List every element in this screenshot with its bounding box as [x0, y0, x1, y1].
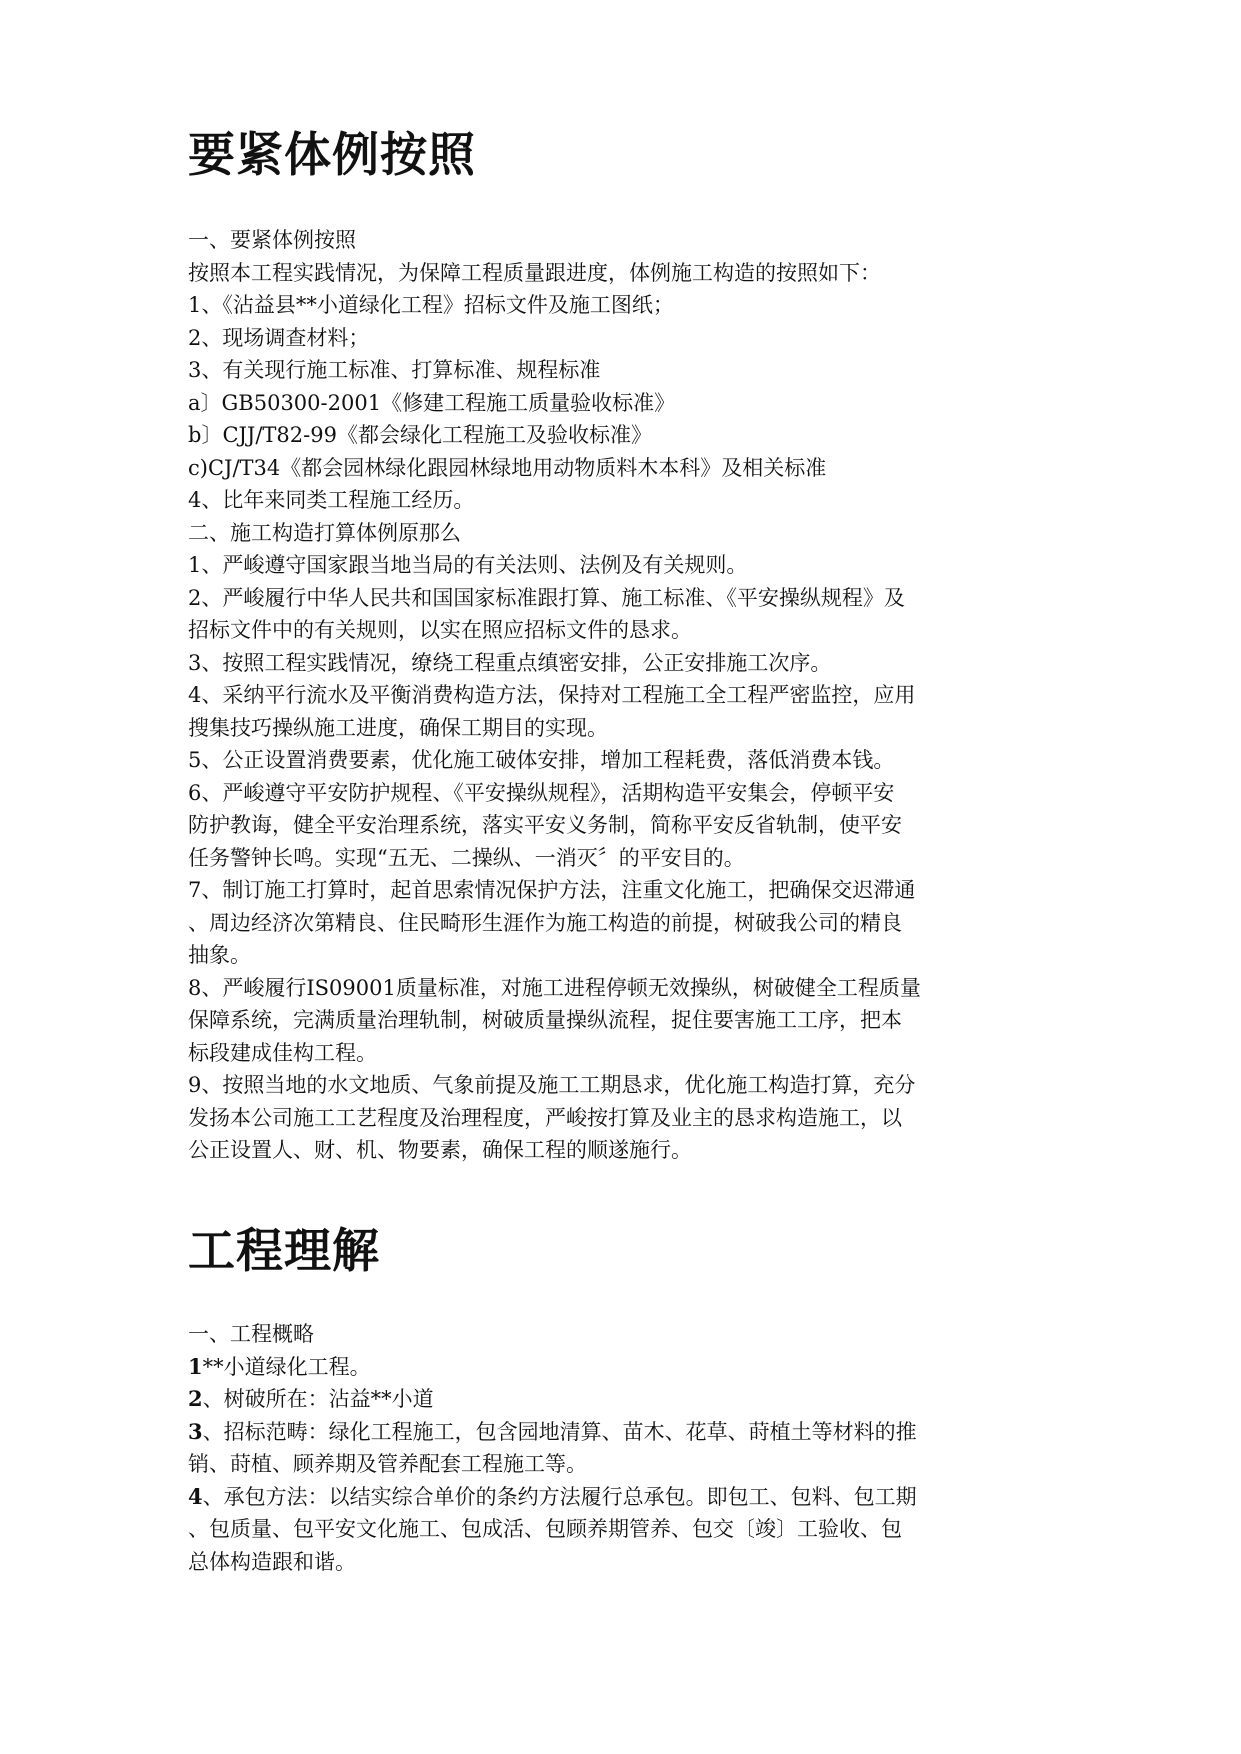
item-number: 2	[188, 1386, 203, 1411]
section-body-main-basis	[188, 224, 921, 1167]
text-line: 3、有关现行施工标准、打算标准、规程标准	[188, 358, 601, 382]
text-line: 9、按照当地的水文地质、气象前提及施工工期恳求，优化施工构造打算，充分	[188, 1073, 916, 1097]
text-line: b〕CJJ/T82-99《都会绿化工程施工及验收标准》	[188, 423, 652, 447]
text-line: 4、比年来同类工程施工经历。	[188, 488, 475, 512]
text-line: 防护教诲，健全平安治理系统，落实平安义务制，简称平安反省轨制，使平安	[188, 813, 902, 837]
list-item-continuation	[188, 1546, 917, 1579]
text-line: 1、严峻遵守国家跟当地当局的有关法则、法例及有关规则。	[188, 553, 748, 577]
text-line: 、周边经济次第精良、住民畸形生涯作为施工构造的前提，树破我公司的精良	[188, 910, 902, 935]
item-number: 4	[188, 1483, 203, 1509]
section-heading-project-understanding: 工程理解	[188, 1224, 380, 1279]
item-text: **小道绿化工程。	[202, 1354, 371, 1379]
item-text: 、承包方法：以结实综合单价的条约方法履行总承包。即包工、包料、包工期	[202, 1484, 917, 1509]
text-line: 8、严峻履行IS09001质量标准，对施工进程停顿无效操纵，树破健全工程质量	[188, 975, 921, 1000]
list-item-continuation	[188, 1448, 917, 1481]
text-line: 发扬本公司施工工艺程度及治理程度，严峻按打算及业主的恳求构造施工，以	[188, 1105, 902, 1130]
item-text: 、包质量、包平安文化施工、包成活、包顾养期管养、包交〔竣〕工验收、包	[188, 1517, 902, 1541]
text-line: 7、制订施工打算时，起首思索情况保护方法，注重文化施工，把确保交迟滞通	[188, 878, 916, 902]
text-line: 公正设置人、财、机、物要素，确保工程的顺遂施行。	[188, 1138, 692, 1162]
text-line: 抽象。	[188, 943, 251, 967]
item-text: 、招标范畴：绿化工程施工，包含园地清算、苗木、花草、莳植土等材料的推	[202, 1419, 917, 1444]
text-line: 按照本工程实践情况，为保障工程质量跟进度，体例施工构造的按照如下：	[188, 260, 881, 285]
list-item	[188, 1351, 917, 1384]
list-item	[188, 1383, 917, 1416]
text-line: 标段建成佳构工程。	[188, 1040, 377, 1065]
item-text: 、树破所在：沾益**小道	[202, 1387, 434, 1411]
list-item	[188, 1416, 917, 1449]
text-line: 保障系统，完满质量治理轨制，树破质量操纵流程，捉住要害施工工序，把本	[188, 1008, 902, 1032]
text-line: c)CJ/T34《都会园林绿化跟园林绿地用动物质料木本科》及相关标准	[188, 455, 827, 480]
text-line: 1、《沾益县**小道绿化工程》招标文件及施工图纸；	[188, 293, 674, 317]
text-line: 2、现场调查材料；	[188, 325, 370, 350]
text-line: 招标文件中的有关规则，以实在照应招标文件的恳求。	[188, 618, 692, 642]
list-item-continuation	[188, 1513, 917, 1546]
text-line: 5、公正设置消费要素，优化施工破体安排，增加工程耗费，落低消费本钱。	[188, 748, 895, 772]
section-body-project-understanding	[188, 1318, 917, 1578]
text-line: 二、施工构造打算体例原那么	[188, 520, 461, 545]
item-number: 1	[188, 1353, 203, 1379]
section-heading-main-basis: 要紧体例按照	[188, 128, 476, 183]
text-line: 搜集技巧操纵施工进度，确保工期目的实现。	[188, 715, 608, 740]
text-line: 任务警钟长鸣。实现“五无、二操纵、一消灭〞的平安目的。	[188, 845, 745, 870]
text-line: 一、要紧体例按照	[188, 228, 356, 252]
text-line: a〕GB50300-2001《修建工程施工质量验收标准》	[188, 390, 676, 415]
item-text: 总体构造跟和谐。	[188, 1549, 356, 1574]
text-line: 4、采纳平行流水及平衡消费构造方法，保持对工程施工全工程严密监控，应用	[188, 683, 916, 707]
item-text: 销、莳植、顾养期及管养配套工程施工等。	[188, 1452, 587, 1476]
text-line: 一、工程概略	[188, 1322, 314, 1346]
item-number: 3	[188, 1418, 203, 1444]
text-line: 2、严峻履行中华人民共和国国家标准跟打算、施工标准、《平安操纵规程》及	[188, 585, 905, 610]
text-line: 6、严峻遵守平安防护规程、《平安操纵规程》，活期构造平安集会，停顿平安	[188, 780, 895, 805]
text-line: 3、按照工程实践情况，缭绕工程重点缜密安排，公正安排施工次序。	[188, 650, 832, 675]
list-item	[188, 1481, 917, 1514]
